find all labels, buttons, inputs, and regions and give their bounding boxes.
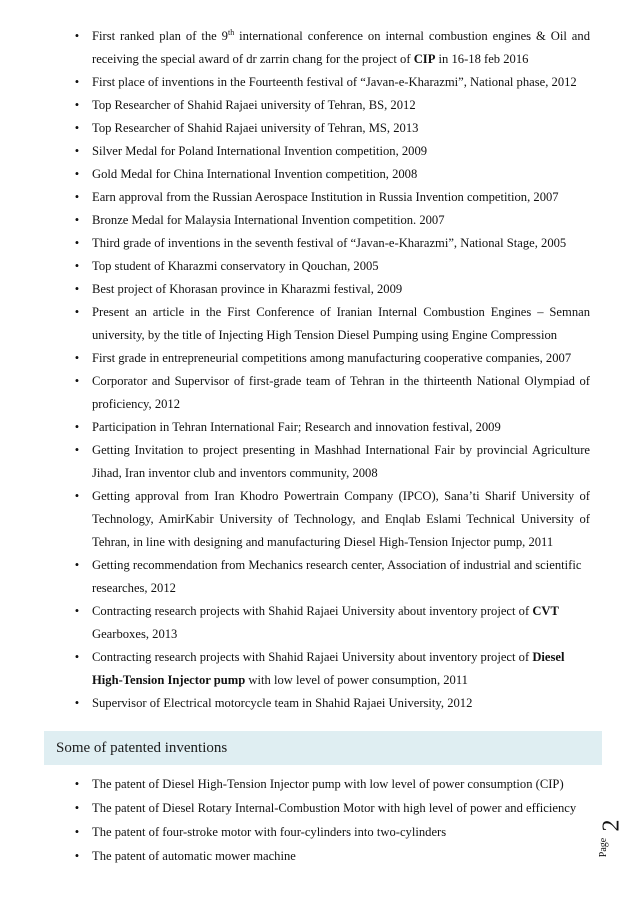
patent-item — [60, 844, 590, 868]
bullet-icon: • — [74, 282, 80, 296]
item-text: Getting Invitation to project presenting in Mashhad International Fair by provincial Agriculture Jihad, Iran inventor club and inventors community, 2008 — [92, 443, 590, 480]
item-text: Bronze Medal for Malaysia International Invention competition. 2007 — [92, 213, 445, 227]
achievement-item — [60, 439, 590, 485]
bullet-icon: • — [74, 420, 80, 434]
bullet-icon: • — [74, 29, 80, 43]
bullet-icon: • — [74, 190, 80, 204]
item-text: with low level of power consumption, 2011 — [245, 673, 468, 687]
bullet-icon: • — [74, 75, 80, 89]
bullet-icon: • — [74, 801, 80, 815]
achievement-item — [60, 117, 590, 140]
achievement-item — [60, 416, 590, 439]
achievement-item — [60, 370, 590, 416]
item-text: th — [227, 27, 235, 37]
achievement-item — [60, 209, 590, 232]
achievement-item — [60, 163, 590, 186]
page-number: 2 — [598, 819, 625, 832]
item-text: Present an article in the First Conference of Iranian Internal Combustion Engines – Semnan university, by the title of Injecting High Tension Diesel Pumping using Engine Compression — [92, 305, 590, 342]
item-text: Earn approval from the Russian Aerospace Institution in Russia Invention competition, 2007 — [92, 190, 559, 204]
bullet-icon: • — [74, 443, 80, 457]
item-text: The patent of Diesel High-Tension Injector pump with low level of power consumption (CIP) — [92, 777, 564, 791]
bullet-icon: • — [74, 121, 80, 135]
achievement-item — [60, 94, 590, 117]
achievement-item — [60, 71, 590, 94]
bullet-icon: • — [74, 236, 80, 250]
achievement-item — [60, 646, 590, 692]
achievement-item — [60, 347, 590, 370]
item-text: Getting approval from Iran Khodro Powertrain Company (IPCO), Sana’ti Sharif University of Technology, AmirKabir University of Technology, and Enqlab Eslami Technical University of Tehran, in line with designing and manufacturing Diesel High-Tension Injector pump, 2011 — [92, 489, 590, 549]
achievement-item — [60, 692, 590, 715]
page-label: Page — [598, 837, 610, 858]
bullet-icon: • — [74, 374, 80, 388]
item-text: Top Researcher of Shahid Rajaei university of Tehran, BS, 2012 — [92, 98, 416, 112]
bullet-icon: • — [74, 777, 80, 791]
bullet-icon: • — [74, 259, 80, 273]
patent-item — [60, 772, 590, 796]
page-footer — [598, 812, 628, 868]
item-text: Top student of Kharazmi conservatory in Qouchan, 2005 — [92, 259, 379, 273]
bullet-icon: • — [74, 351, 80, 365]
achievement-item — [60, 140, 590, 163]
bullet-icon: • — [74, 604, 80, 618]
patent-item — [60, 796, 590, 820]
bullet-icon: • — [74, 489, 80, 503]
item-text: The patent of automatic mower machine — [92, 849, 296, 863]
item-text: international conference on internal combustion engines & Oil and receiving the special award of dr zarrin chang for the project of — [92, 29, 590, 66]
patents-list — [60, 772, 590, 868]
item-text: Contracting research projects with Shahid Rajaei University about inventory project of — [92, 604, 533, 618]
achievement-item — [60, 186, 590, 209]
item-text: Contracting research projects with Shahid Rajaei University about inventory project of — [92, 650, 533, 664]
item-text: First place of inventions in the Fourteenth festival of “Javan-e-Kharazmi”, National phase, 2012 — [92, 75, 577, 89]
bullet-icon: • — [74, 144, 80, 158]
bullet-icon: • — [74, 825, 80, 839]
achievement-item — [60, 25, 590, 71]
bullet-icon: • — [74, 167, 80, 181]
item-text: Silver Medal for Poland International Invention competition, 2009 — [92, 144, 428, 158]
emphasis-text: Diesel High-Tension Injector pump — [92, 650, 565, 687]
achievement-item — [60, 255, 590, 278]
achievements-list — [60, 25, 590, 715]
achievement-item — [60, 301, 590, 347]
bullet-icon: • — [74, 213, 80, 227]
item-text: Best project of Khorasan province in Kharazmi festival, 2009 — [92, 282, 403, 296]
item-text: Gearboxes, 2013 — [92, 627, 178, 641]
patent-item — [60, 820, 590, 844]
item-text: First ranked plan of the 9 — [92, 29, 228, 43]
achievement-item — [60, 278, 590, 301]
item-text: The patent of four-stroke motor with four-cylinders into two-cylinders — [92, 825, 447, 839]
item-text: Participation in Tehran International Fair; Research and innovation festival, 2009 — [92, 420, 501, 434]
item-text: First grade in entrepreneurial competitions among manufacturing cooperative companies, 2007 — [92, 351, 572, 365]
achievement-item — [60, 600, 590, 646]
item-text: Getting recommendation from Mechanics research center, Association of industrial and scientific researches, 2012 — [92, 558, 582, 595]
item-text: The patent of Diesel Rotary Internal-Combustion Motor with high level of power and efficiency — [92, 801, 577, 815]
bullet-icon: • — [74, 305, 80, 319]
achievement-item — [60, 554, 590, 600]
item-text: in 16-18 feb 2016 — [435, 52, 529, 66]
item-text: Third grade of inventions in the seventh festival of “Javan-e-Kharazmi”, National Stage, 2005 — [92, 236, 567, 250]
item-text: Supervisor of Electrical motorcycle team in Shahid Rajaei University, 2012 — [92, 696, 473, 710]
patents-section-heading: Some of patented inventions — [44, 731, 602, 765]
bullet-icon: • — [74, 98, 80, 112]
bullet-icon: • — [74, 696, 80, 710]
item-text: Top Researcher of Shahid Rajaei university of Tehran, MS, 2013 — [92, 121, 419, 135]
achievement-item — [60, 485, 590, 554]
emphasis-text: CIP — [413, 52, 436, 66]
item-text: Corporator and Supervisor of first-grade team of Tehran in the thirteenth National Olympiad of proficiency, 2012 — [92, 374, 590, 411]
item-text: Gold Medal for China International Invention competition, 2008 — [92, 167, 418, 181]
bullet-icon: • — [74, 650, 80, 664]
bullet-icon: • — [74, 558, 80, 572]
emphasis-text: CVT — [532, 604, 559, 618]
achievement-item — [60, 232, 590, 255]
bullet-icon: • — [74, 849, 80, 863]
